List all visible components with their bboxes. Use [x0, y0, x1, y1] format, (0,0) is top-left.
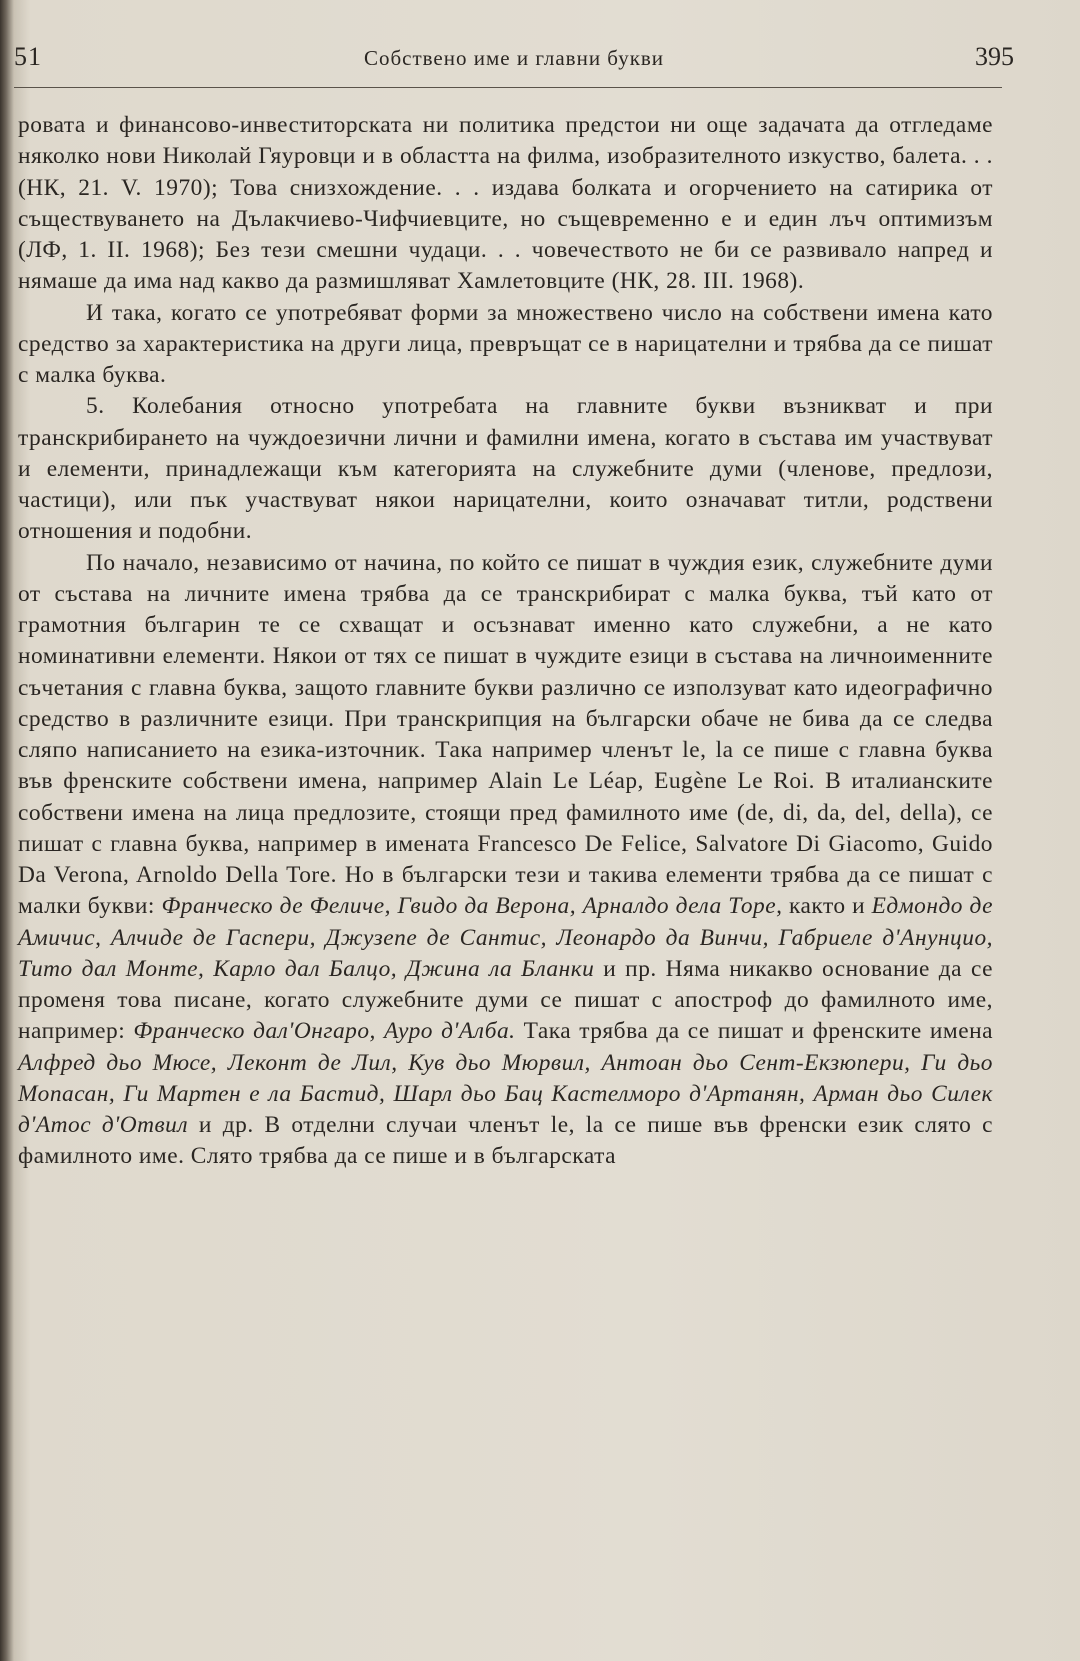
italic-run: Франческо де Феличе, Гвидо да Верона, Арналдо дела Торе,	[161, 893, 783, 920]
header-rule	[14, 87, 1002, 88]
running-head	[14, 40, 1014, 80]
text-run: 5. Колебания относно употребата на главните букви възникват и при транскрибирането на чуждоезични лични и фамилни имена, когато в състава им участвуват и елементи, принадлежащи към категорията на служебните думи (членове, предлози, частици), или пък участвуват някои нарицателни, които означават титли, родствени отношения и подобни.	[18, 393, 993, 545]
text-run: И така, когато се употребяват форми за множествено число на собствени имена като средство за характеристика на други лица, превръщат се в нарицателни и трябва да се пишат с малка буква.	[18, 299, 993, 388]
page-number: 395	[975, 42, 1014, 71]
paragraph	[18, 548, 993, 1173]
body-text	[18, 110, 993, 1173]
running-title: Собствено име и главни букви	[363, 46, 665, 70]
left-page-number: 51	[14, 42, 42, 71]
paragraph	[18, 391, 993, 547]
italic-run: Едмондо де Амичис, Алчиде де Гаспери, Джузепе де Сантис, Леонардо да Винчи, Габриеле д'Анунцио, Тито дал Монте, Карло дал Балцо, Джина ла Бланки	[18, 893, 993, 982]
text-run: както и	[782, 893, 872, 920]
paragraph	[18, 298, 993, 392]
text-run: Така трябва да се пишат и френските имена	[515, 1018, 993, 1045]
italic-run: Алфред дьо Мюсе, Леконт де Лил, Кув дьо Мюрвил, Антоан дьо Сент-Екзюпери, Ги дьо Мопасан, Ги Мартен е ла Бастид, Шарл дьо Бац Кастелморо д'Артанян, Арман дьо Силек д'Атос д'Отвил	[18, 1049, 993, 1138]
text-run: и др. В отделни случаи членът le, la се пише във френски език слято с фамилното име. Слято трябва да се пише и в българската	[18, 1112, 993, 1170]
text-run: и пр. Няма никакво основание да се променя това писане, когато служебните думи се пишат с апостроф до фамилното име, например:	[18, 955, 993, 1045]
italic-run: Франческо дал'Онгаро, Ауро д'Алба.	[133, 1018, 516, 1045]
paragraph	[18, 110, 993, 298]
text-run: По начало, независимо от начина, по който се пишат в чуждия език, служебните думи от състава на личните имена трябва да се транскрибират с малка буква, тъй като от грамотния българин те се схващат и осъзнават именно като служебни, а не като номинативни елементи. Някои от тях се пишат в чуждите езици в състава на личноименните съчетания с главна буква, защото главните букви различно се използуват като идеографично средство в различните езици. При транскрипция на български обаче не бива да се следва сляпо написанието на езика-източник. Така например членът le, la се пише с главна буква във френските собствени имена, например Alain Le Léap, Eugène Le Roi. В италианските собствени имена на лица предлозите, стоящи пред фамилното име (de, di, da, del, della), се пишат с главна буква, например в имената Francesco De Felice, Salvatore Di Giacomo, Guido Da Verona, Arnoldo Della Tore. Но в български тези и такива елементи трябва да се пишат с малки букви:	[18, 549, 993, 920]
text-run: ровата и финансово-инвеститорската ни политика предстои ни още задачата да отгледаме няколко нови Николай Гяуровци и в областта на филма, изобразителното изкуство, балета. . . (НК, 21. V. 1970); Това снизхождение. . . издава болката и огорчението на сатирика от съществуването на Дълакчиево-Чифчиевците, но същевременно е и един лъч оптимизъм (ЛФ, 1. II. 1968); Без тези смешни чудаци. . . човечеството не би се развивало напред и нямаше да има над какво да размишляват Хамлетовците (НК, 28. III. 1968).	[18, 112, 993, 295]
